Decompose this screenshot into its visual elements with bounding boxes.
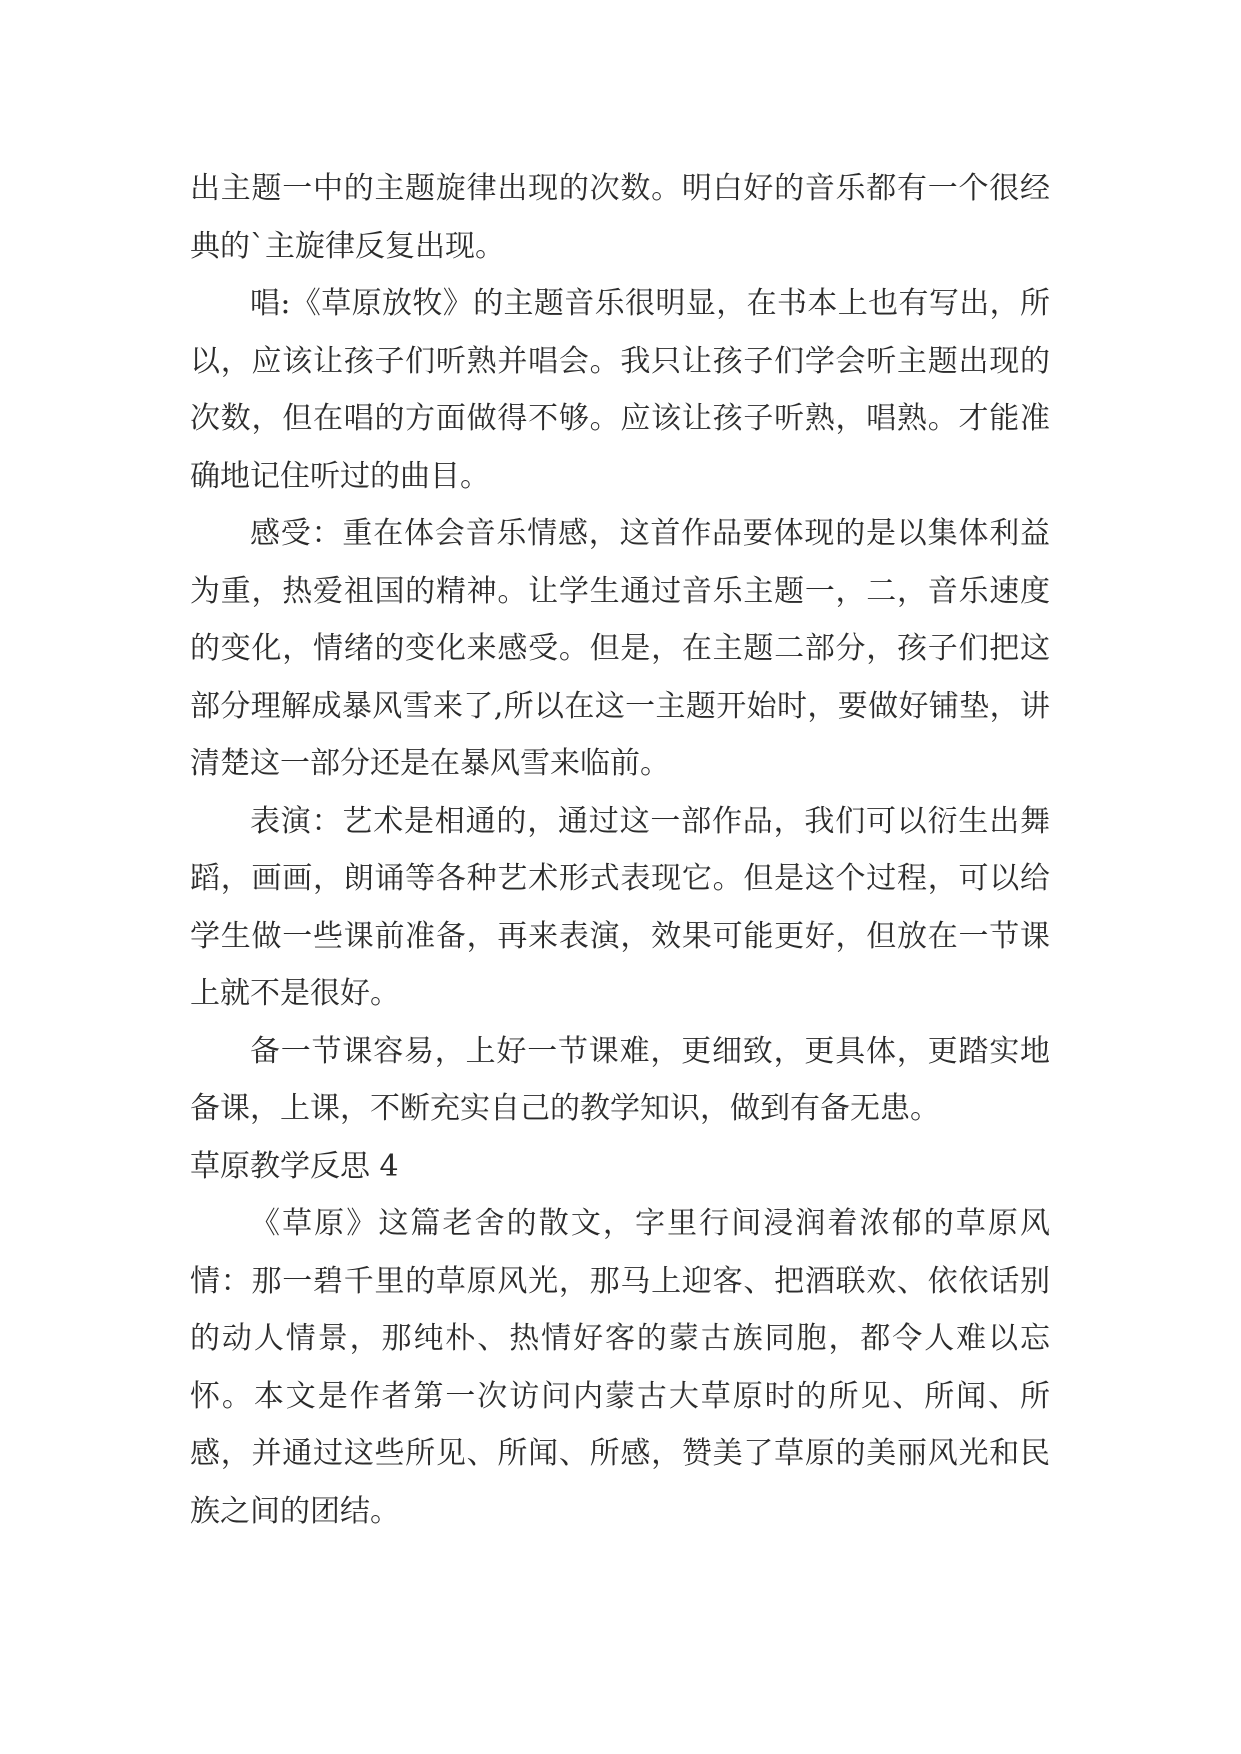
paragraph-grassland-intro: 《草原》这篇老舍的散文，字里行间浸润着浓郁的草原风情：那一碧千里的草原风光，那马上迎客、把酒联欢、依依话别的动人情景，那纯朴、热情好客的蒙古族同胞，都令人难以忘怀。本文是作者第一次访问内蒙古大草原时的所见、所闻、所感，并通过这些所见、所闻、所感，赞美了草原的美丽风光和民族之间的团结。 (190, 1206, 1050, 1529)
paragraph-lesson-prep: 备一节课容易，上好一节课难，更细致，更具体，更踏实地备课，上课，不断充实自己的教学知识，做到有备无患。 (190, 1033, 1050, 1126)
section-heading: 草原教学反思 4 (190, 1148, 399, 1184)
paragraph-sing: 唱:《草原放牧》的主题音乐很明显，在书本上也有写出，所以，应该让孩子们听熟并唱会。我只让孩子们学会听主题出现的次数，但在唱的方面做得不够。应该让孩子听熟，唱熟。才能准确地记住听过的曲目。 (190, 286, 1050, 494)
paragraph-feeling: 感受：重在体会音乐情感，这首作品要体现的是以集体利益为重，热爱祖国的精神。让学生通过音乐主题一，二，音乐速度的变化，情绪的变化来感受。但是，在主题二部分，孩子们把这部分理解成暴风雪来了,所以在这一主题开始时，要做好铺垫，讲清楚这一部分还是在暴风雪来临前。 (190, 516, 1050, 781)
document-body (190, 160, 1050, 1540)
paragraph-performance: 表演：艺术是相通的，通过这一部作品，我们可以衍生出舞蹈，画画，朗诵等各种艺术形式表现它。但是这个过程，可以给学生做一些课前准备，再来表演，效果可能更好，但放在一节课上就不是很好。 (190, 803, 1050, 1011)
paragraph-1: 出主题一中的主题旋律出现的次数。明白好的音乐都有一个很经典的`主旋律反复出现。 (190, 171, 1050, 264)
